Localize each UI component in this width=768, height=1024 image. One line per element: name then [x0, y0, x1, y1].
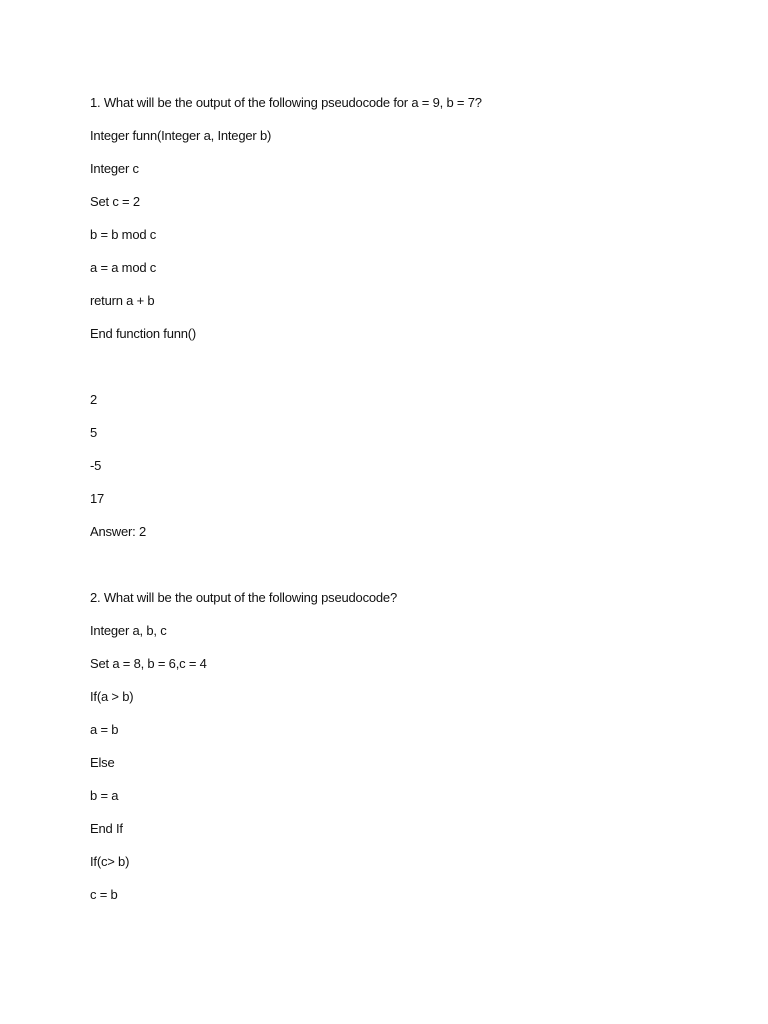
question-1-option: 5 [90, 425, 98, 440]
question-2-code-line: Set a = 8, b = 6,c = 4 [90, 656, 207, 671]
question-2-code-line: If(c> b) [90, 854, 130, 869]
question-2-prompt: 2. What will be the output of the following pseudocode? [90, 590, 397, 605]
question-2-code-line: c = b [90, 887, 118, 902]
question-1-code-line: b = b mod c [90, 227, 157, 242]
document-page [90, 94, 710, 919]
question-1-code-line: Integer funn(Integer a, Integer b) [90, 128, 272, 143]
question-2-code-line: If(a > b) [90, 689, 134, 704]
question-2-code-line: End If [90, 821, 123, 836]
question-1-option: -5 [90, 458, 102, 473]
question-1-code-line: End function funn() [90, 326, 197, 341]
question-1-code-line: Set c = 2 [90, 194, 140, 209]
question-1-code-line: Integer c [90, 161, 139, 176]
question-2-code-line: a = b [90, 722, 119, 737]
question-1-prompt: 1. What will be the output of the following pseudocode for a = 9, b = 7? [90, 95, 482, 110]
question-2-code-line: b = a [90, 788, 119, 803]
blank-line [90, 556, 710, 589]
question-1-code-line: a = a mod c [90, 260, 157, 275]
question-1-option: 2 [90, 392, 98, 407]
question-1-code-line: return a + b [90, 293, 155, 308]
question-2-code-line: Else [90, 755, 115, 770]
question-1-option: 17 [90, 491, 105, 506]
blank-line [90, 358, 710, 391]
question-2-code-line: Integer a, b, c [90, 623, 167, 638]
question-1-answer: Answer: 2 [90, 524, 147, 539]
